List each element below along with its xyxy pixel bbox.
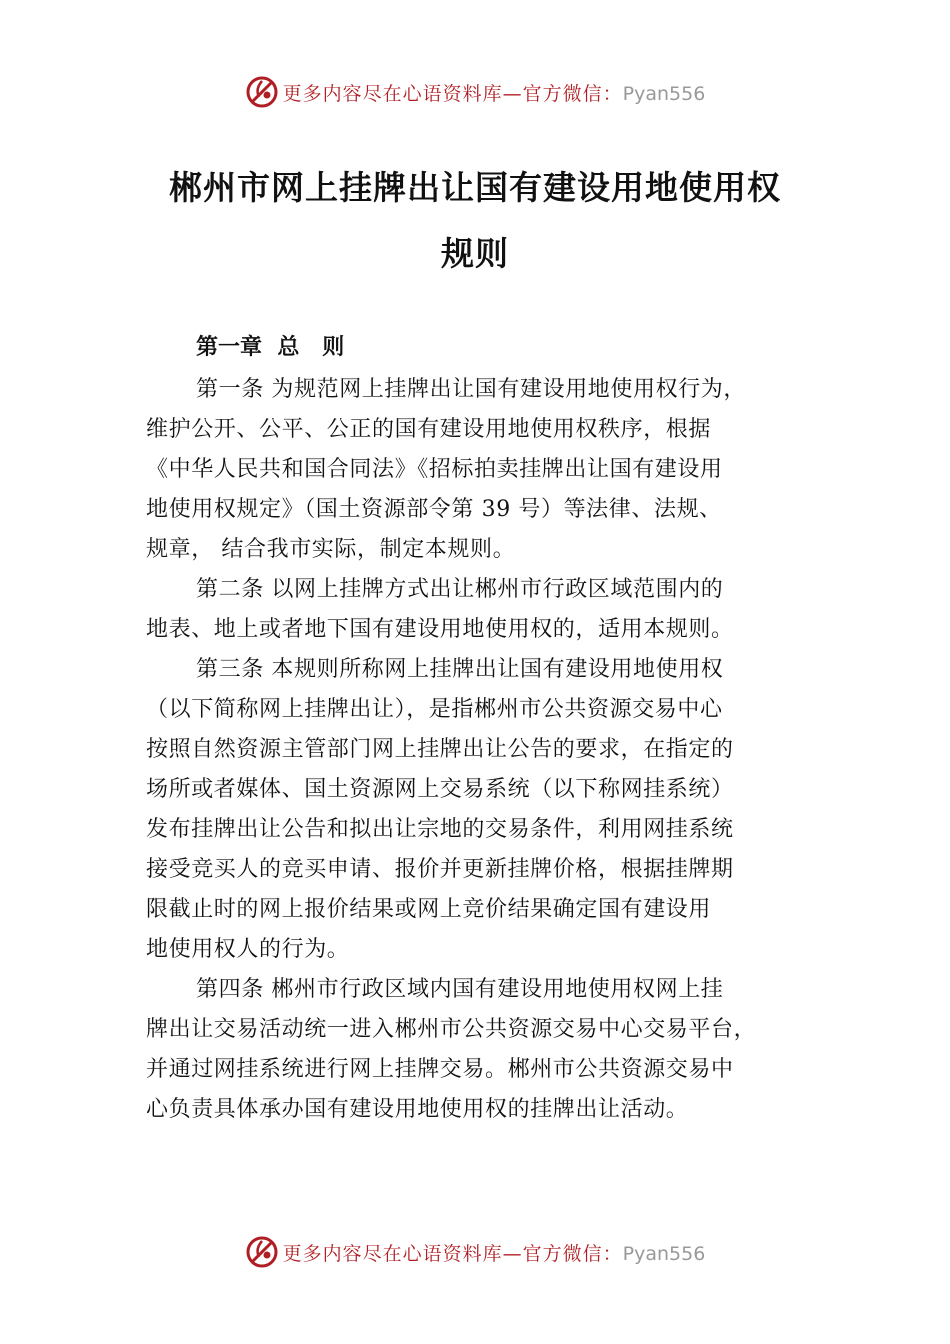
body-line: 地使用权规定》（国土资源部令第 39 号）等法律、法规、 (146, 497, 722, 522)
logo-icon (245, 75, 279, 109)
document-title-line-1: 郴州市网上挂牌出让国有建设用地使用权 (169, 168, 781, 207)
document-title-line-2: 规则 (441, 234, 509, 273)
body-line: 并通过网挂系统进行网上挂牌交易。郴州市公共资源交易中 (146, 1057, 734, 1082)
banner-text: 更多内容尽在心语资料库—官方微信： (282, 82, 623, 105)
banner-text: 更多内容尽在心语资料库—官方微信： (282, 1242, 623, 1265)
logo-icon (245, 1235, 279, 1269)
body-line: （以下简称网上挂牌出让），是指郴州市公共资源交易中心 (146, 697, 723, 722)
body-line: 地使用权人的行为。 (146, 937, 350, 962)
body-line: 《中华人民共和国合同法》《招标拍卖挂牌出让国有建设用 (146, 457, 723, 482)
chapter-heading: 第一章 总 则 (196, 335, 345, 360)
body-line: 地表、地上或者地下国有建设用地使用权的，适用本规则。 (146, 617, 734, 642)
body-line: 第四条 郴州市行政区域内国有建设用地使用权网上挂 (196, 977, 724, 1002)
body-line: 场所或者媒体、国土资源网上交易系统（以下称网挂系统） (146, 777, 734, 802)
body-line: 第二条 以网上挂牌方式出让郴州市行政区域范围内的 (196, 577, 724, 602)
body-line: 第三条 本规则所称网上挂牌出让国有建设用地使用权 (196, 657, 724, 682)
body-line: 维护公开、公平、公正的国有建设用地使用权秩序，根据 (146, 417, 712, 442)
header-banner (0, 72, 950, 112)
body-line: 规章， 结合我市实际，制定本规则。 (146, 537, 516, 562)
body-line: 接受竞买人的竞买申请、报价并更新挂牌价格，根据挂牌期 (146, 857, 734, 882)
body-line: 第一条 为规范网上挂牌出让国有建设用地使用权行为， (196, 377, 746, 402)
banner-wechat-id: Pyan556 (622, 82, 706, 105)
body-line: 牌出让交易活动统一进入郴州市公共资源交易中心交易平台， (146, 1017, 757, 1042)
body-line: 限截止时的网上报价结果或网上竞价结果确定国有建设用 (146, 897, 712, 922)
body-line: 心负责具体承办国有建设用地使用权的挂牌出让活动。 (146, 1097, 689, 1122)
body-line: 发布挂牌出让公告和拟出让宗地的交易条件，利用网挂系统 (146, 817, 734, 842)
body-line: 按照自然资源主管部门网上挂牌出让公告的要求，在指定的 (146, 737, 734, 762)
banner-wechat-id: Pyan556 (622, 1242, 706, 1265)
footer-banner (0, 1232, 950, 1272)
